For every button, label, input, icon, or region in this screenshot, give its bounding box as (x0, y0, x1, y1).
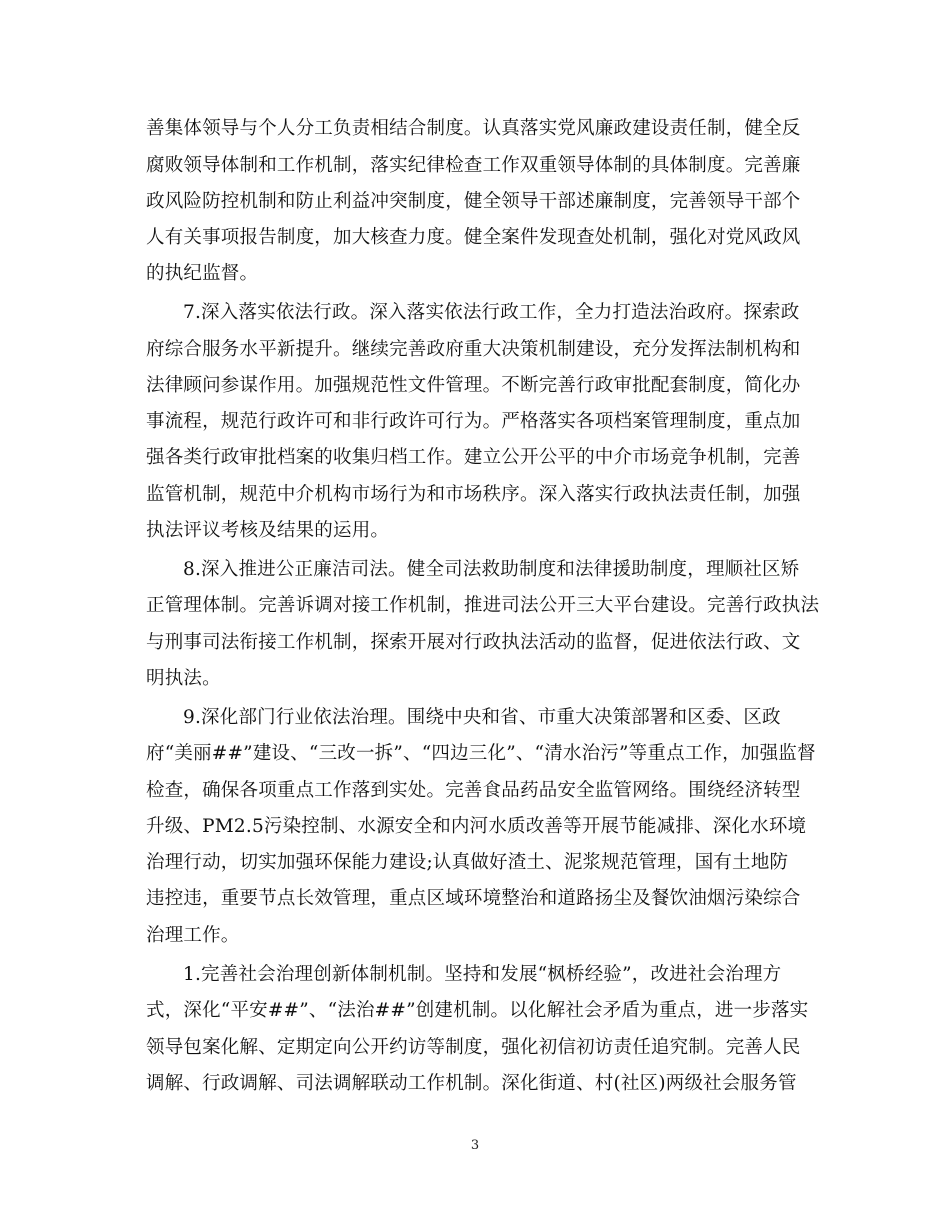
text-line: 正管理体制。完善诉调对接工作机制，推进司法公开三大平台建设。完善行政执法 (146, 595, 820, 616)
text-line: 腐败领导体制和工作机制，落实纪律检查工作双重领导体制的具体制度。完善廉 (146, 155, 801, 176)
text-line: 府综合服务水平新提升。继续完善政府重大决策机制建设，充分发挥法制机构和 (146, 339, 801, 360)
text-line: 式，深化“平安##”、“法治##”创建机制。以化解社会矛盾为重点，进一步落实 (146, 1000, 809, 1021)
text-line: 人有关事项报告制度，加大核查力度。健全案件发现查处机制，强化对党风政风 (146, 227, 801, 248)
text-line: 的执纪监督。 (146, 263, 259, 284)
text-line: 领导包案化解、定期定向公开约访等制度，强化初信初访责任追究制。完善人民 (146, 1037, 801, 1058)
text-line: 调解、行政调解、司法调解联动工作机制。深化街道、村(社区)两级社会服务管 (146, 1073, 797, 1094)
text-line: 明执法。 (146, 668, 221, 689)
text-line: 府“美丽##”建设、“三改一拆”、“四边三化”、“清水治污”等重点工作，加强监督 (146, 743, 816, 764)
text-line: 检查，确保各项重点工作落到实处。完善食品药品安全监管网络。围绕经济转型 (146, 780, 801, 801)
text-line: 政风险防控机制和防止利益冲突制度，健全领导干部述廉制度，完善领导干部个 (146, 191, 801, 212)
page-number: 3 (470, 1138, 480, 1153)
text-line: 执法评议考核及结果的运用。 (146, 520, 390, 541)
text-line: 法律顾问参谋作用。加强规范性文件管理。不断完善行政审批配套制度，简化办 (146, 375, 801, 396)
text-line: 违控违，重要节点长效管理，重点区域环境整治和道路扬尘及餐饮油烟污染综合 (146, 888, 801, 909)
text-line: 治理工作。 (146, 925, 240, 946)
paragraph-8-heading: 8.深入推进公正廉洁司法。健全司法救助制度和法律援助制度，理顺社区矫 (183, 559, 800, 580)
text-line: 升级、PM2.5污染控制、水源安全和内河水质改善等开展节能减排、深化水环境 (146, 816, 807, 837)
text-line: 事流程，规范行政许可和非行政许可行为。严格落实各项档案管理制度，重点加 (146, 411, 801, 432)
paragraph-1-heading: 1.完善社会治理创新体制机制。坚持和发展“枫桥经验”，改进社会治理方 (183, 964, 782, 985)
text-line: 与刑事司法衔接工作机制，探索开展对行政执法活动的监督，促进依法行政、文 (146, 632, 801, 653)
text-line: 善集体领导与个人分工负责相结合制度。认真落实党风廉政建设责任制，健全反 (146, 118, 801, 139)
paragraph-9-heading: 9.深化部门行业依法治理。围绕中央和省、市重大决策部署和区委、区政 (183, 707, 781, 728)
paragraph-7-heading: 7.深入落实依法行政。深入落实依法行政工作，全力打造法治政府。探索政 (183, 302, 800, 323)
text-line: 监管机制，规范中介机构市场行为和市场秩序。深入落实行政执法责任制，加强 (146, 484, 801, 505)
text-line: 治理行动，切实加强环保能力建设;认真做好渣土、泥浆规范管理，国有土地防 (146, 852, 789, 873)
text-line: 强各类行政审批档案的收集归档工作。建立公开公平的中介市场竞争机制，完善 (146, 447, 801, 468)
